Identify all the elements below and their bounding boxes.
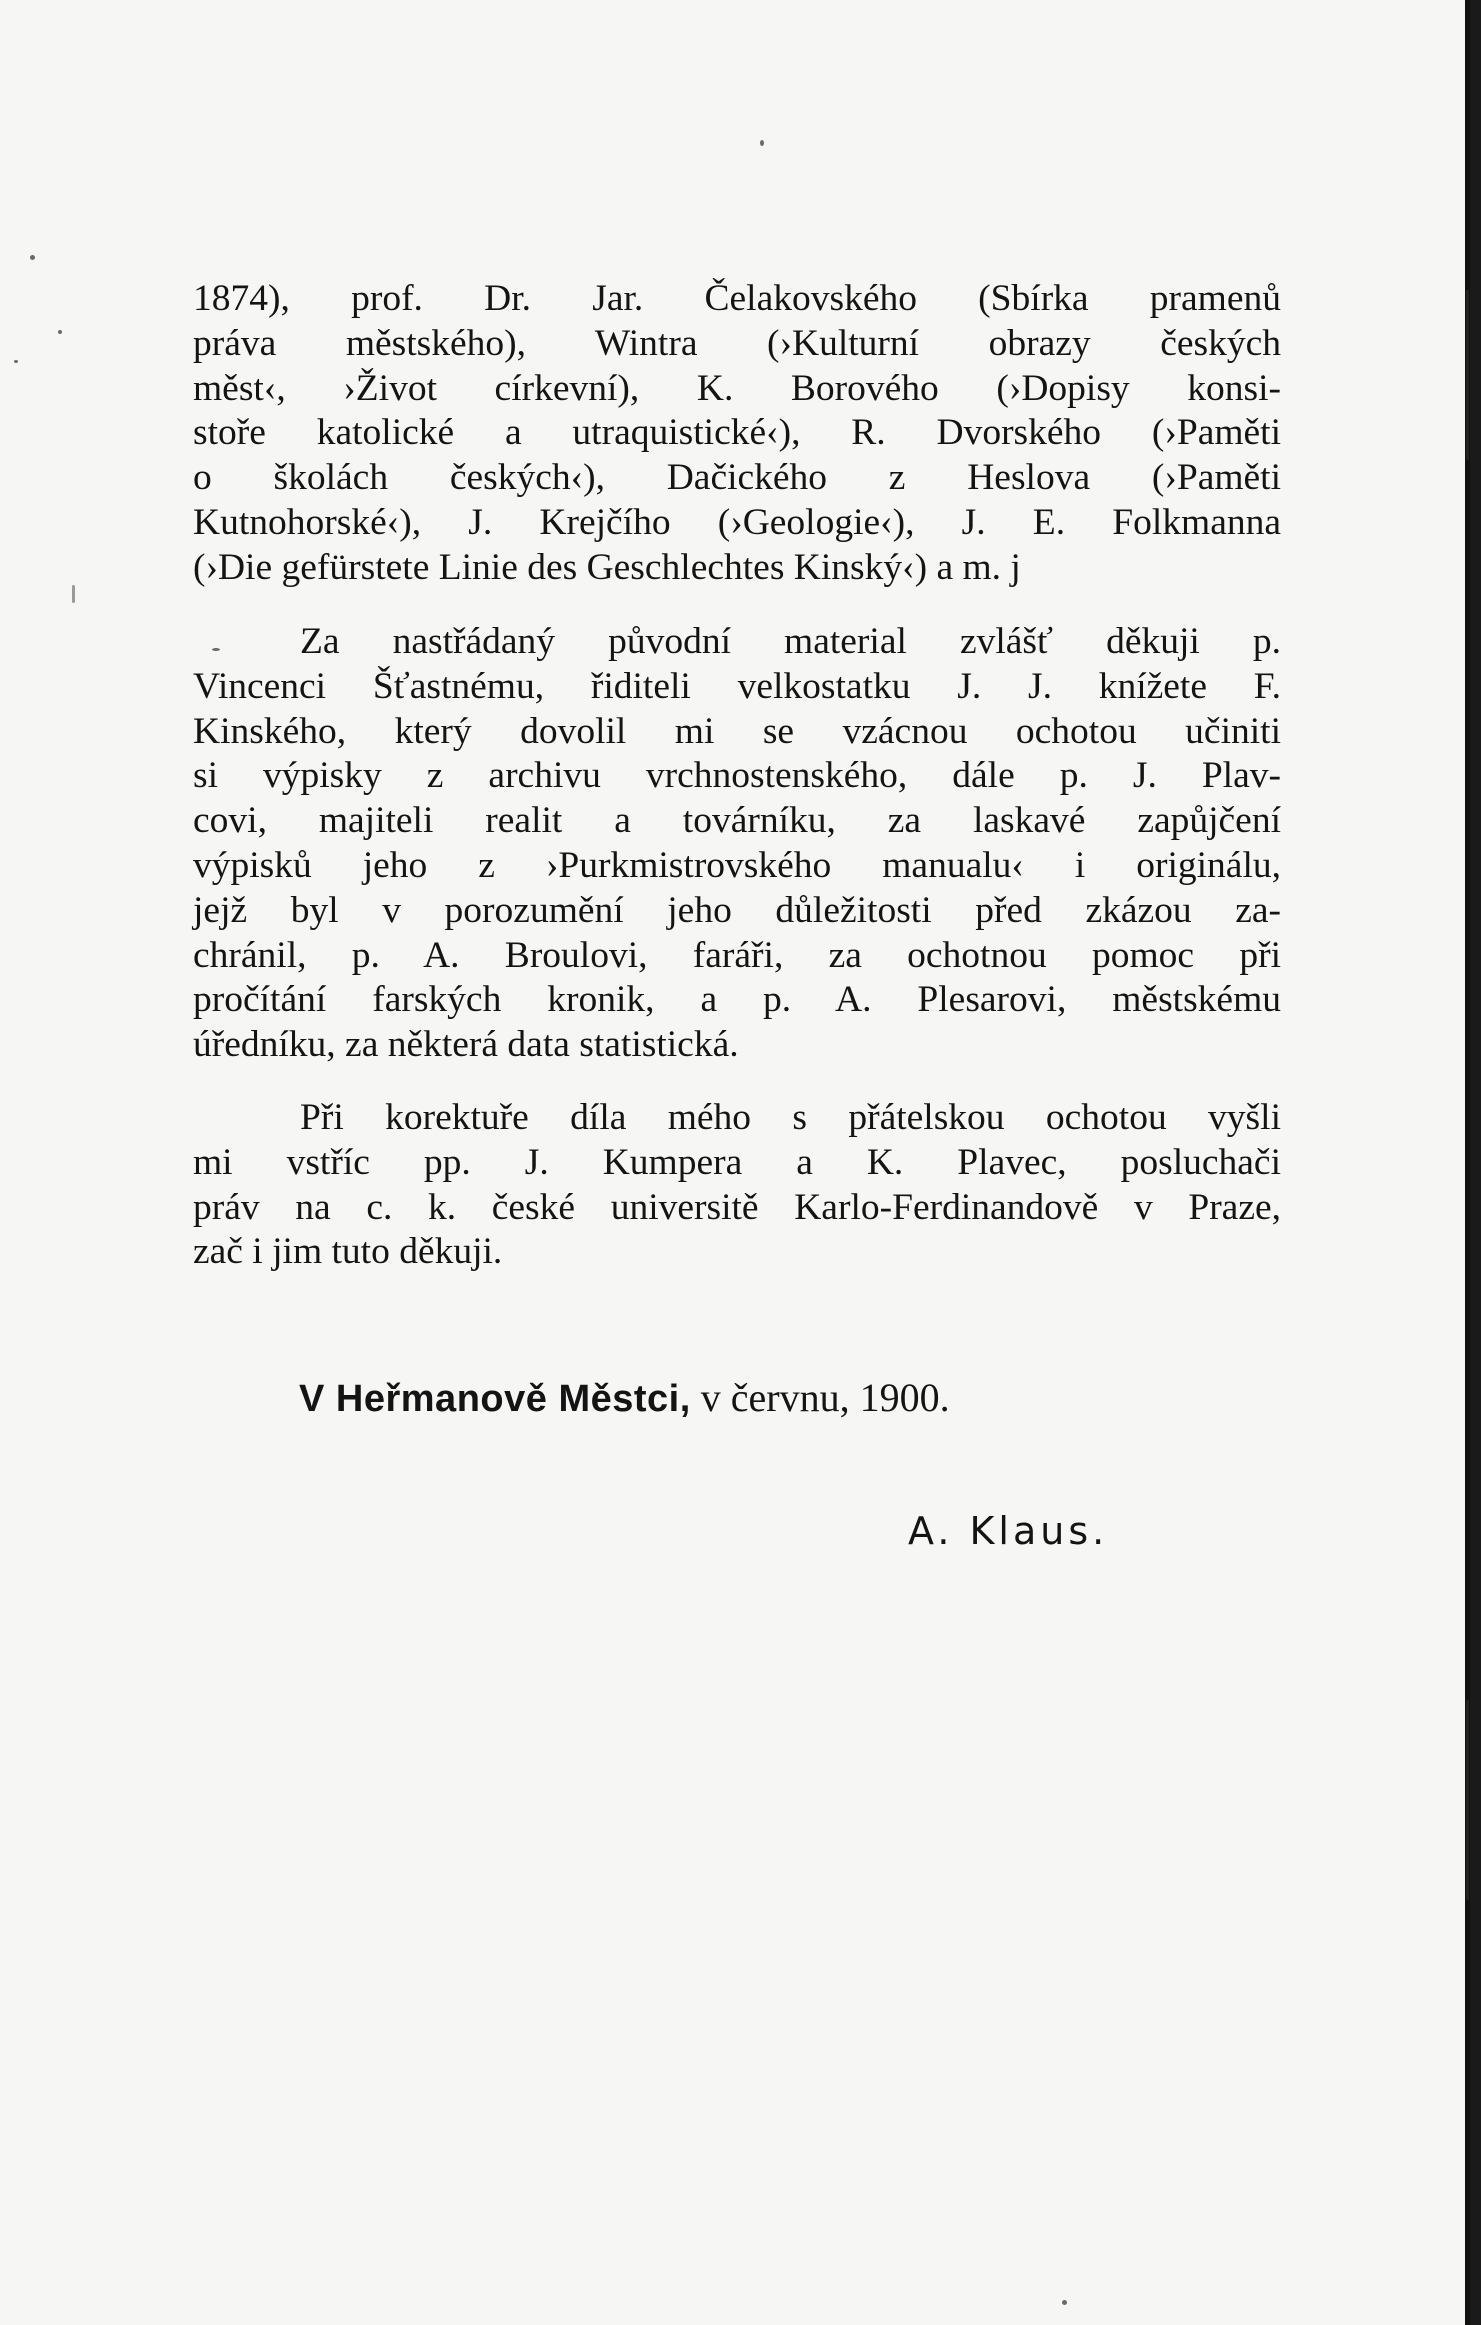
paragraph-2 [193, 620, 1281, 1068]
paragraph-line: výpisků jeho z ›Purkmistrovského manualu‹ i originálu, [193, 844, 1281, 886]
paragraph-line: Při korektuře díla mého s přátelskou ochotou vyšli [300, 1097, 1281, 1138]
date-text: v červnu, 1900. [700, 1375, 950, 1420]
paragraph-line: Za nastřádaný původní material zvlášť děkuji p. [300, 621, 1281, 662]
paragraph-line: Kinského, který dovolil mi se vzácnou ochotou učiniti [193, 710, 1281, 752]
paragraph-line: Vincenci Šťastnému, řiditeli velkostatku J. J. knížete F. [193, 665, 1281, 707]
paragraph-1 [193, 277, 1281, 591]
paragraph-line: mi vstříc pp. J. Kumpera a K. Plavec, posluchači [193, 1141, 1281, 1183]
paragraph-line: 1874), prof. Dr. Jar. Čelakovského (Sbírka pramenů [193, 278, 1281, 319]
place-date-line [299, 1374, 950, 1421]
paragraph-line: (›Die gefürstete Linie des Geschlechtes Kinský‹) a m. j [193, 546, 1021, 588]
paragraph-line: jejž byl v porozumění jeho důležitosti před zkázou za- [193, 889, 1281, 931]
scan-speck [14, 360, 18, 363]
paragraph-line: si výpisky z archivu vrchnostenského, dále p. J. Plav- [193, 755, 1281, 797]
scan-speck [30, 255, 35, 260]
paragraph-line: chránil, p. A. Broulovi, faráři, za ochotnou pomoc při [193, 934, 1281, 976]
paragraph-line: covi, majiteli realit a továrníku, za laskavé zapůjčení [193, 800, 1281, 842]
paragraph-line: zač i jim tuto děkuji. [193, 1231, 503, 1273]
paragraph-line: práva městského), Wintra (›Kulturní obrazy českých [193, 322, 1281, 364]
scan-speck [1062, 2300, 1067, 2305]
paragraph-line: Kutnohorské‹), J. Krejčího (›Geologie‹), J. E. Folkmanna [193, 501, 1281, 543]
paragraph-line: měst‹, ›Život církevní), K. Borového (›Dopisy konsi- [193, 367, 1281, 409]
margin-line [1466, 290, 1469, 460]
scan-speck [760, 140, 764, 146]
paragraph-line: pročítání farských kronik, a p. A. Plesarovi, městskému [193, 979, 1281, 1021]
paragraph-line: o školách českých‹), Dačického z Heslova (›Paměti [193, 457, 1281, 499]
margin-line [1466, 1700, 1469, 1900]
paragraph-3 [193, 1096, 1281, 1275]
paragraph-line: práv na c. k. české universitě Karlo-Ferdinandově v Praze, [193, 1186, 1281, 1228]
paragraph-line: stoře katolické a utraquistické‹), R. Dvorského (›Paměti [193, 412, 1281, 454]
paragraph-line: úředníku, za některá data statistická. [193, 1024, 739, 1066]
scan-speck [72, 585, 75, 603]
author-signature: A. Klaus. [908, 1509, 1109, 1553]
scan-speck [58, 330, 62, 334]
place-name: V Heřmanově Městci, [299, 1378, 691, 1420]
